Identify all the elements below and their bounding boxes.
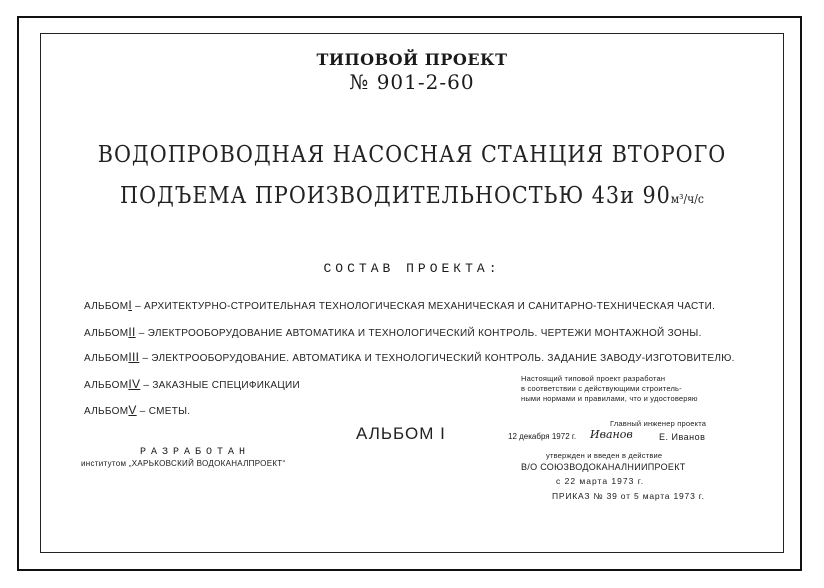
album-prefix: АЛЬБОМ	[84, 380, 129, 391]
inner-frame	[40, 33, 784, 553]
header-type: ТИПОВОЙ ПРОЕКТ	[316, 50, 508, 69]
signature: Иванов	[590, 428, 633, 441]
album-line-1	[84, 298, 715, 312]
certification-text	[521, 374, 698, 404]
album-description: – ЗАКАЗНЫЕ СПЕЦИФИКАЦИИ	[140, 380, 301, 391]
album-description: – ЭЛЕКТРООБОРУДОВАНИЕ. АВТОМАТИКА И ТЕХНОЛОГИЧЕСКИЙ КОНТРОЛЬ. ЗАДАНИЕ ЗАВОДУ-ИЗГОТОВИТЕЛЮ.	[139, 353, 735, 364]
certification-line: ными нормами и правилами, что и удостоверяю	[521, 394, 698, 403]
album-number: V	[128, 403, 137, 417]
header-number: № 901-2-60	[349, 70, 475, 94]
sign-date: 12 декабря 1972 г.	[508, 432, 577, 441]
title-line-2-text: ПОДЪЕМА ПРОИЗВОДИТЕЛЬНОСТЬЮ 43и 90	[120, 183, 671, 209]
album-number: II	[128, 325, 136, 339]
certification-line: в соответствии с действующими строитель-	[521, 384, 682, 393]
order-number: ПРИКАЗ № 39 от 5 марта 1973 г.	[552, 491, 705, 501]
album-label: АЛЬБОМ I	[356, 424, 446, 443]
engineer-name: Е. Иванов	[659, 432, 706, 442]
title-line-2	[0, 183, 824, 209]
approval-label: утвержден и введен в действие	[546, 451, 663, 460]
album-prefix: АЛЬБОМ	[84, 353, 129, 364]
album-line-3	[84, 350, 735, 364]
approving-organization: В/О СОЮЗВОДОКАНАЛНИИПРОЕКТ	[521, 462, 686, 472]
album-line-5	[84, 403, 190, 417]
album-description: – АРХИТЕКТУРНО-СТРОИТЕЛЬНАЯ ТЕХНОЛОГИЧЕСКАЯ МЕХАНИЧЕСКАЯ И САНИТАРНО-ТЕХНИЧЕСКАЯ ЧАСТИ.	[132, 301, 716, 312]
title-line-1: ВОДОПРОВОДНАЯ НАСОСНАЯ СТАНЦИЯ ВТОРОГО	[97, 142, 727, 168]
album-prefix: АЛЬБОМ	[84, 406, 129, 417]
title-unit: м³/ч/с	[670, 192, 704, 206]
album-description: – СМЕТЫ.	[136, 406, 191, 417]
album-number: I	[128, 298, 133, 312]
developed-label: РАЗРАБОТАН	[140, 447, 251, 458]
approval-date: с 22 марта 1973 г.	[556, 476, 645, 486]
album-number: IV	[128, 377, 141, 391]
album-prefix: АЛЬБОМ	[84, 328, 129, 339]
album-prefix: АЛЬБОМ	[84, 301, 129, 312]
institute-name: институтом „ХАРЬКОВСКИЙ ВОДОКАНАЛПРОЕКТ“	[81, 459, 286, 468]
certification-line: Настоящий типовой проект разработан	[521, 374, 666, 383]
album-number: III	[128, 350, 140, 364]
album-description: – ЭЛЕКТРООБОРУДОВАНИЕ АВТОМАТИКА И ТЕХНОЛОГИЧЕСКИЙ КОНТРОЛЬ. ЧЕРТЕЖИ МОНТАЖНОЙ ЗОНЫ.	[135, 328, 702, 339]
section-heading: СОСТАВ ПРОЕКТА:	[323, 261, 501, 276]
album-line-4	[84, 377, 300, 391]
chief-engineer-label: Главный инженер проекта	[610, 419, 707, 428]
album-line-2	[84, 325, 702, 339]
